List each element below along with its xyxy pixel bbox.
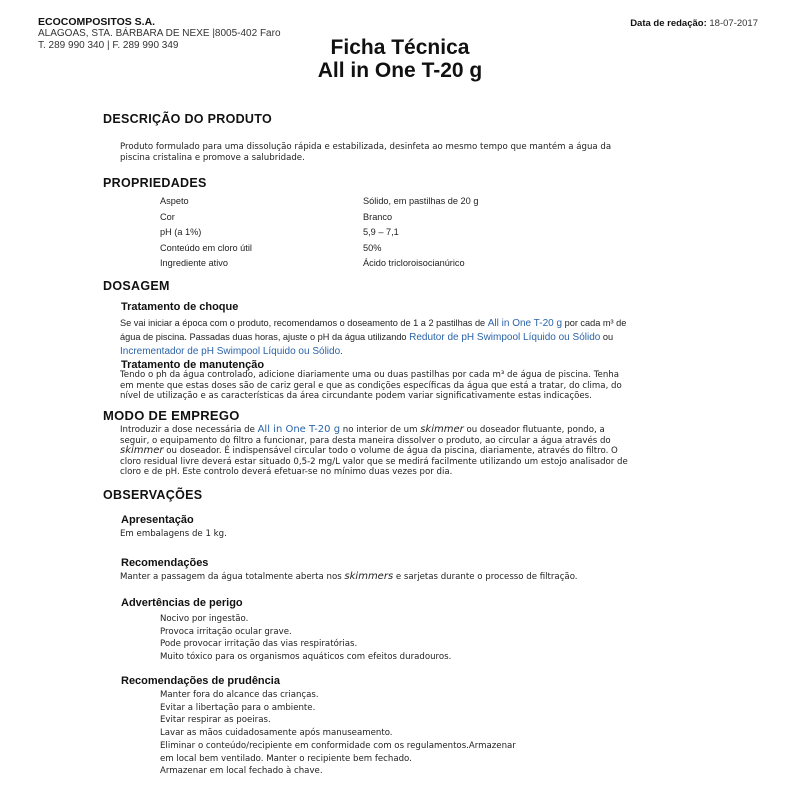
list-item: em local bem ventilado. Manter o recipiente bem fechado. [160, 753, 412, 764]
apresentacao-text: Em embalagens de 1 kg. [120, 529, 227, 539]
list-item: Evitar respirar as poeiras. [160, 715, 271, 726]
subheading-tratamento-manutencao: Tratamento de manutenção [121, 359, 265, 371]
precaution-list [160, 689, 516, 778]
company-address: ALAGOAS, STA. BÁRBARA DE NEXE |8005-402 Faro [38, 28, 281, 39]
property-row [160, 196, 560, 212]
subheading-tratamento-choque: Tratamento de choque [121, 301, 239, 313]
property-label: Ingrediente ativo [160, 258, 228, 268]
company-phones: T. 289 990 340 | F. 289 990 349 [38, 40, 179, 51]
list-item: Pode provocar irritação das vias respiratórias. [160, 639, 358, 650]
title-line-1: Ficha Técnica [330, 36, 470, 59]
property-value: Sólido, em pastilhas de 20 g [363, 196, 479, 206]
subheading-apresentacao: Apresentação [121, 514, 194, 526]
property-label: Conteúdo em cloro útil [160, 242, 252, 253]
page-title [0, 36, 800, 82]
list-item: Nocivo por ingestão. [160, 614, 249, 624]
list-item: Armazenar em local fechado à chave. [160, 766, 323, 777]
subheading-prudencia: Recomendações de prudência [121, 675, 280, 687]
property-row [160, 243, 560, 259]
ph-reducer-link[interactable]: Redutor de pH Swimpool Líquido ou Sólido [409, 331, 601, 343]
property-row [160, 212, 560, 228]
subheading-recomendacoes: Recomendações [121, 557, 209, 569]
company-name: ECOCOMPOSITOS S.A. [38, 16, 156, 28]
hazard-list [160, 613, 451, 664]
ph-increaser-link[interactable]: Incrementador de pH Swimpool Líquido ou Sólido [120, 345, 341, 357]
property-row [160, 227, 560, 243]
property-value: 50% [363, 242, 382, 253]
section-heading-dosagem: DOSAGEM [103, 279, 170, 293]
title-line-2: All in One T-20 g [317, 59, 483, 82]
property-row [160, 258, 560, 274]
property-value: Ácido tricloroisocianúrico [363, 258, 465, 268]
descricao-text: Produto formulado para uma dissolução rápida e estabilizada, desinfeta ao mesmo tempo que mantém a água da piscina cristalina e promove a salubridade. [120, 142, 612, 163]
choque-text: Se vai iniciar a época com o produto, recomendamos o doseamento de 1 a 2 pastilhas de All in One T-20 g por cada m³ de água de piscina. Passadas duas horas, ajuste o pH da água utilizando Redutor de pH Swimpool Líquido ou Sólido ou Incrementador de pH Swimpool Líquido ou Sólido. [120, 318, 627, 357]
list-item: Evitar a libertação para o ambiente. [160, 702, 316, 713]
properties-table [160, 196, 560, 274]
section-heading-descricao: DESCRIÇÃO DO PRODUTO [103, 112, 272, 126]
list-item: Eliminar o conteúdo/recipiente em conformidade com os regulamentos.Armazenar [160, 740, 516, 751]
list-item: Manter fora do alcance das crianças. [160, 690, 319, 700]
subheading-advertencias: Advertências de perigo [121, 597, 243, 609]
modo-text: Introduzir a dose necessária de All in One T-20 g no interior de um skimmer ou doseador flutuante, pondo, a seguir, o equipamento do filtro a funcionar, para desta maneira dissolver o produto, ao circular a água através do skimmer ou doseador. É indispensável circular todo o volume de água da piscina, diariamente, através do filtro. O cloro residual livre deverá estar situado 0,5-2 mg/L valor que se medirá facilmente utilizando um estojo analisador de cloro e de pH. Este controlo deverá efetuar-se no mínimo duas vezes por dia. [120, 424, 628, 477]
property-value: 5,9 – 7,1 [363, 227, 399, 237]
section-heading-propriedades: PROPRIEDADES [103, 176, 207, 190]
product-link[interactable]: All in One T-20 g [257, 424, 341, 435]
date-of-writing [630, 18, 758, 29]
property-label: Aspeto [160, 196, 189, 206]
list-item: Muito tóxico para os organismos aquáticos com efeitos duradouros. [160, 652, 452, 663]
list-item: Provoca irritação ocular grave. [160, 626, 292, 637]
date-value: 18-07-2017 [709, 18, 758, 29]
list-item: Lavar as mãos cuidadosamente após manuseamento. [160, 728, 393, 739]
property-value: Branco [363, 211, 393, 222]
property-label: Cor [160, 211, 175, 222]
section-heading-observacoes: OBSERVAÇÕES [103, 488, 203, 502]
date-label: Data de redação: [630, 18, 707, 29]
property-label: pH (a 1%) [160, 227, 202, 237]
section-heading-modo-emprego: MODO DE EMPREGO [103, 408, 240, 423]
product-link[interactable]: All in One T-20 g [487, 318, 563, 329]
manutencao-text: Tendo o ph da água controlado, adicione diariamente uma ou duas pastilhas por cada m³ de água de piscina. Tenha em mente que estas doses são de cariz geral e que as condições específicas da água que está a tratar, do clima, do nível de utilização e as características da área circundante podem variar significativamente estas indicações. [120, 370, 622, 401]
recomendacoes-text: Manter a passagem da água totalmente aberta nos skimmers e sarjetas durante o processo de filtração. [120, 571, 578, 582]
